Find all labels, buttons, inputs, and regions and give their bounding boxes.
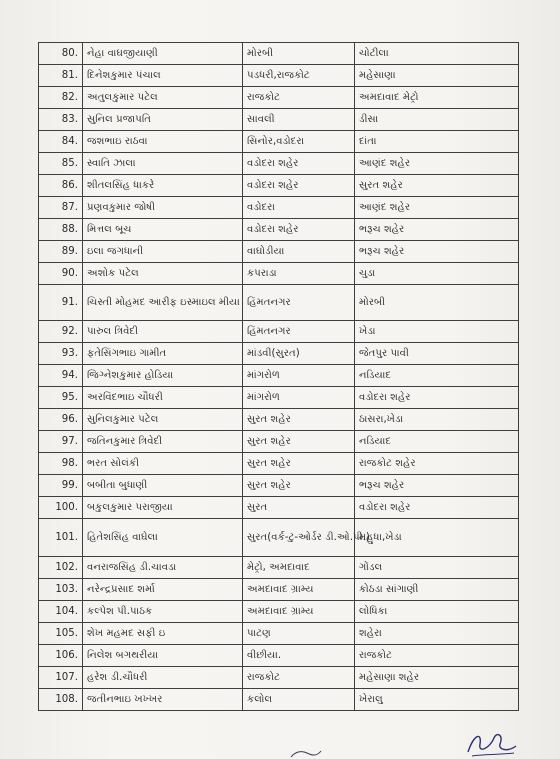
employee-name: પ્રણવકુમાર જોષી bbox=[83, 197, 243, 219]
ink-mark bbox=[285, 740, 325, 759]
from-location: માંગરોળ bbox=[243, 387, 355, 409]
row-number: 108. bbox=[39, 689, 83, 711]
from-location: વાઘોડીયા bbox=[243, 241, 355, 263]
row-number: 102. bbox=[39, 557, 83, 579]
from-location: સુરત(વર્ક-ટુ-ઓર્ડર ડી.ઓ.પી.) bbox=[243, 519, 355, 557]
to-location: નડિયાદ bbox=[355, 431, 519, 453]
employee-name: જતિનકુમાર ત્રિવેદી bbox=[83, 431, 243, 453]
row-number: 97. bbox=[39, 431, 83, 453]
table-row bbox=[39, 689, 519, 711]
to-location: મહુધા,ખેડા bbox=[355, 519, 519, 557]
table-row bbox=[39, 645, 519, 667]
row-number: 87. bbox=[39, 197, 83, 219]
from-location: રાજકોટ bbox=[243, 667, 355, 689]
table-row bbox=[39, 219, 519, 241]
row-number: 99. bbox=[39, 475, 83, 497]
row-number: 86. bbox=[39, 175, 83, 197]
employee-name: બબીતા બુધાણી bbox=[83, 475, 243, 497]
to-location: રાજકોટ bbox=[355, 645, 519, 667]
to-location: મોરબી bbox=[355, 285, 519, 321]
to-location: ચોટીલા bbox=[355, 43, 519, 65]
from-location: અમદાવાદ ગ્રામ્ય bbox=[243, 601, 355, 623]
employee-name: નિલેશ બગથરીયા bbox=[83, 645, 243, 667]
row-number: 80. bbox=[39, 43, 83, 65]
from-location: સુરત bbox=[243, 497, 355, 519]
from-location: અમદાવાદ ગ્રામ્ય bbox=[243, 579, 355, 601]
employee-name: સ્વાતિ ઝાલા bbox=[83, 153, 243, 175]
employee-name: ચિસ્તી મોહમદ આરીફ ઇસ્માઇલ મીયા bbox=[83, 285, 243, 321]
transfer-table bbox=[38, 42, 519, 711]
table-row bbox=[39, 475, 519, 497]
from-location: પડધરી,રાજકોટ bbox=[243, 65, 355, 87]
employee-name: શીતલસિંહ ધાકરે bbox=[83, 175, 243, 197]
to-location: કોઠડા સાંગાણી bbox=[355, 579, 519, 601]
table-row bbox=[39, 557, 519, 579]
table-row bbox=[39, 153, 519, 175]
row-number: 107. bbox=[39, 667, 83, 689]
employee-name: સુનિલકુમાર પટેલ bbox=[83, 409, 243, 431]
from-location: કપરાડા bbox=[243, 263, 355, 285]
to-location: આણંદ શહેર bbox=[355, 153, 519, 175]
table-row bbox=[39, 497, 519, 519]
to-location: ભરૂચ શહેર bbox=[355, 475, 519, 497]
row-number: 91. bbox=[39, 285, 83, 321]
row-number: 88. bbox=[39, 219, 83, 241]
table-row bbox=[39, 175, 519, 197]
to-location: જેતપુર પાવી bbox=[355, 343, 519, 365]
table-row bbox=[39, 623, 519, 645]
row-number: 94. bbox=[39, 365, 83, 387]
table-row bbox=[39, 453, 519, 475]
to-location: રાજકોટ શહેર bbox=[355, 453, 519, 475]
from-location: માંડવી(સુરત) bbox=[243, 343, 355, 365]
from-location: મેટ્રો, અમદાવાદ bbox=[243, 557, 355, 579]
row-number: 83. bbox=[39, 109, 83, 131]
row-number: 104. bbox=[39, 601, 83, 623]
row-number: 101. bbox=[39, 519, 83, 557]
from-location: વડોદરા શહેર bbox=[243, 219, 355, 241]
row-number: 95. bbox=[39, 387, 83, 409]
to-location: ગોંડલ bbox=[355, 557, 519, 579]
from-location: માંગરોળ bbox=[243, 365, 355, 387]
row-number: 96. bbox=[39, 409, 83, 431]
row-number: 85. bbox=[39, 153, 83, 175]
table-row bbox=[39, 131, 519, 153]
to-location: ખેડા bbox=[355, 321, 519, 343]
from-location: મોરબી bbox=[243, 43, 355, 65]
employee-name: જતીનભાઇ ખખ્ખર bbox=[83, 689, 243, 711]
row-number: 106. bbox=[39, 645, 83, 667]
table-row bbox=[39, 197, 519, 219]
to-location: વડોદરા શહેર bbox=[355, 387, 519, 409]
employee-name: શેખ મહમદ સફી ઇ bbox=[83, 623, 243, 645]
employee-name: અશોક પટેલ bbox=[83, 263, 243, 285]
employee-name: વનરાજસિંહ ડી.ચાવડા bbox=[83, 557, 243, 579]
table-row bbox=[39, 43, 519, 65]
from-location: સુરત શહેર bbox=[243, 453, 355, 475]
row-number: 90. bbox=[39, 263, 83, 285]
table-row bbox=[39, 87, 519, 109]
from-location: સાવલી bbox=[243, 109, 355, 131]
row-number: 100. bbox=[39, 497, 83, 519]
to-location: ઠાસરા,ખેડા bbox=[355, 409, 519, 431]
from-location: વડોદરા bbox=[243, 197, 355, 219]
row-number: 105. bbox=[39, 623, 83, 645]
from-location: રાજકોટ bbox=[243, 87, 355, 109]
employee-name: બકુલકુમાર પરાજીયા bbox=[83, 497, 243, 519]
employee-name: નરેન્દ્રપ્રસાદ શર્મા bbox=[83, 579, 243, 601]
to-location: મહેસાણા શહેર bbox=[355, 667, 519, 689]
to-location: ચુડા bbox=[355, 263, 519, 285]
from-location: સુરત શહેર bbox=[243, 475, 355, 497]
table-row bbox=[39, 365, 519, 387]
table-row bbox=[39, 109, 519, 131]
table-row bbox=[39, 241, 519, 263]
table-row bbox=[39, 263, 519, 285]
from-location: સુરત શહેર bbox=[243, 431, 355, 453]
employee-name: જિગ્નેશકુમાર હોડિયા bbox=[83, 365, 243, 387]
employee-name: કલ્પેશ પી.પાઠક bbox=[83, 601, 243, 623]
employee-name: મિત્તલ બૂચ bbox=[83, 219, 243, 241]
row-number: 89. bbox=[39, 241, 83, 263]
row-number: 103. bbox=[39, 579, 83, 601]
employee-name: અરવિંદભાઇ ચૌધરી bbox=[83, 387, 243, 409]
to-location: વડોદરા શહેર bbox=[355, 497, 519, 519]
employee-name: હિતેશસિંહ વાઘેલા bbox=[83, 519, 243, 557]
from-location: વડોદરા શહેર bbox=[243, 175, 355, 197]
to-location: દાંતા bbox=[355, 131, 519, 153]
employee-name: ઇલા જગધાની bbox=[83, 241, 243, 263]
to-location: અમદાવાદ મેટ્રો bbox=[355, 87, 519, 109]
employee-name: હરેશ ડી.ચૌધરી bbox=[83, 667, 243, 689]
table-row bbox=[39, 579, 519, 601]
row-number: 84. bbox=[39, 131, 83, 153]
table-row bbox=[39, 601, 519, 623]
employee-name: અતુલકુમાર પટેલ bbox=[83, 87, 243, 109]
from-location: કલોલ bbox=[243, 689, 355, 711]
row-number: 81. bbox=[39, 65, 83, 87]
from-location: પાટણ bbox=[243, 623, 355, 645]
table-row bbox=[39, 519, 519, 557]
to-location: લોધિકા bbox=[355, 601, 519, 623]
employee-name: ભરત સોલંકી bbox=[83, 453, 243, 475]
from-location: વીછીયા. bbox=[243, 645, 355, 667]
row-number: 93. bbox=[39, 343, 83, 365]
to-location: ડીસા bbox=[355, 109, 519, 131]
to-location: સુરત શહેર bbox=[355, 175, 519, 197]
signature bbox=[460, 728, 520, 759]
table-row bbox=[39, 667, 519, 689]
employee-name: દિનેશકુમાર પંચાલ bbox=[83, 65, 243, 87]
to-location: મહેસાણા bbox=[355, 65, 519, 87]
table-row bbox=[39, 343, 519, 365]
to-location: ખેરાલુ bbox=[355, 689, 519, 711]
to-location: ભરૂચ શહેર bbox=[355, 241, 519, 263]
employee-name: જશભાઇ રાઠવા bbox=[83, 131, 243, 153]
transfer-table-body bbox=[39, 43, 519, 711]
row-number: 82. bbox=[39, 87, 83, 109]
table-row bbox=[39, 65, 519, 87]
employee-name: પારુલ ત્રિવેદી bbox=[83, 321, 243, 343]
table-row bbox=[39, 321, 519, 343]
to-location: આણંદ શહેર bbox=[355, 197, 519, 219]
from-location: સિનોર,વડોદરા bbox=[243, 131, 355, 153]
row-number: 98. bbox=[39, 453, 83, 475]
from-location: વડોદરા શહેર bbox=[243, 153, 355, 175]
table-row bbox=[39, 387, 519, 409]
employee-name: ફતેસિંગભાઇ ગામીત bbox=[83, 343, 243, 365]
to-location: શહેરા bbox=[355, 623, 519, 645]
table-row bbox=[39, 285, 519, 321]
employee-name: સુનિલ પ્રજાપતિ bbox=[83, 109, 243, 131]
to-location: નડિયાદ bbox=[355, 365, 519, 387]
row-number: 92. bbox=[39, 321, 83, 343]
employee-name: નેહા વાઘજીયાણી bbox=[83, 43, 243, 65]
from-location: હિંમતનગર bbox=[243, 285, 355, 321]
table-row bbox=[39, 431, 519, 453]
to-location: ભરૂચ શહેર bbox=[355, 219, 519, 241]
from-location: સુરત શહેર bbox=[243, 409, 355, 431]
from-location: હિંમતનગર bbox=[243, 321, 355, 343]
table-row bbox=[39, 409, 519, 431]
